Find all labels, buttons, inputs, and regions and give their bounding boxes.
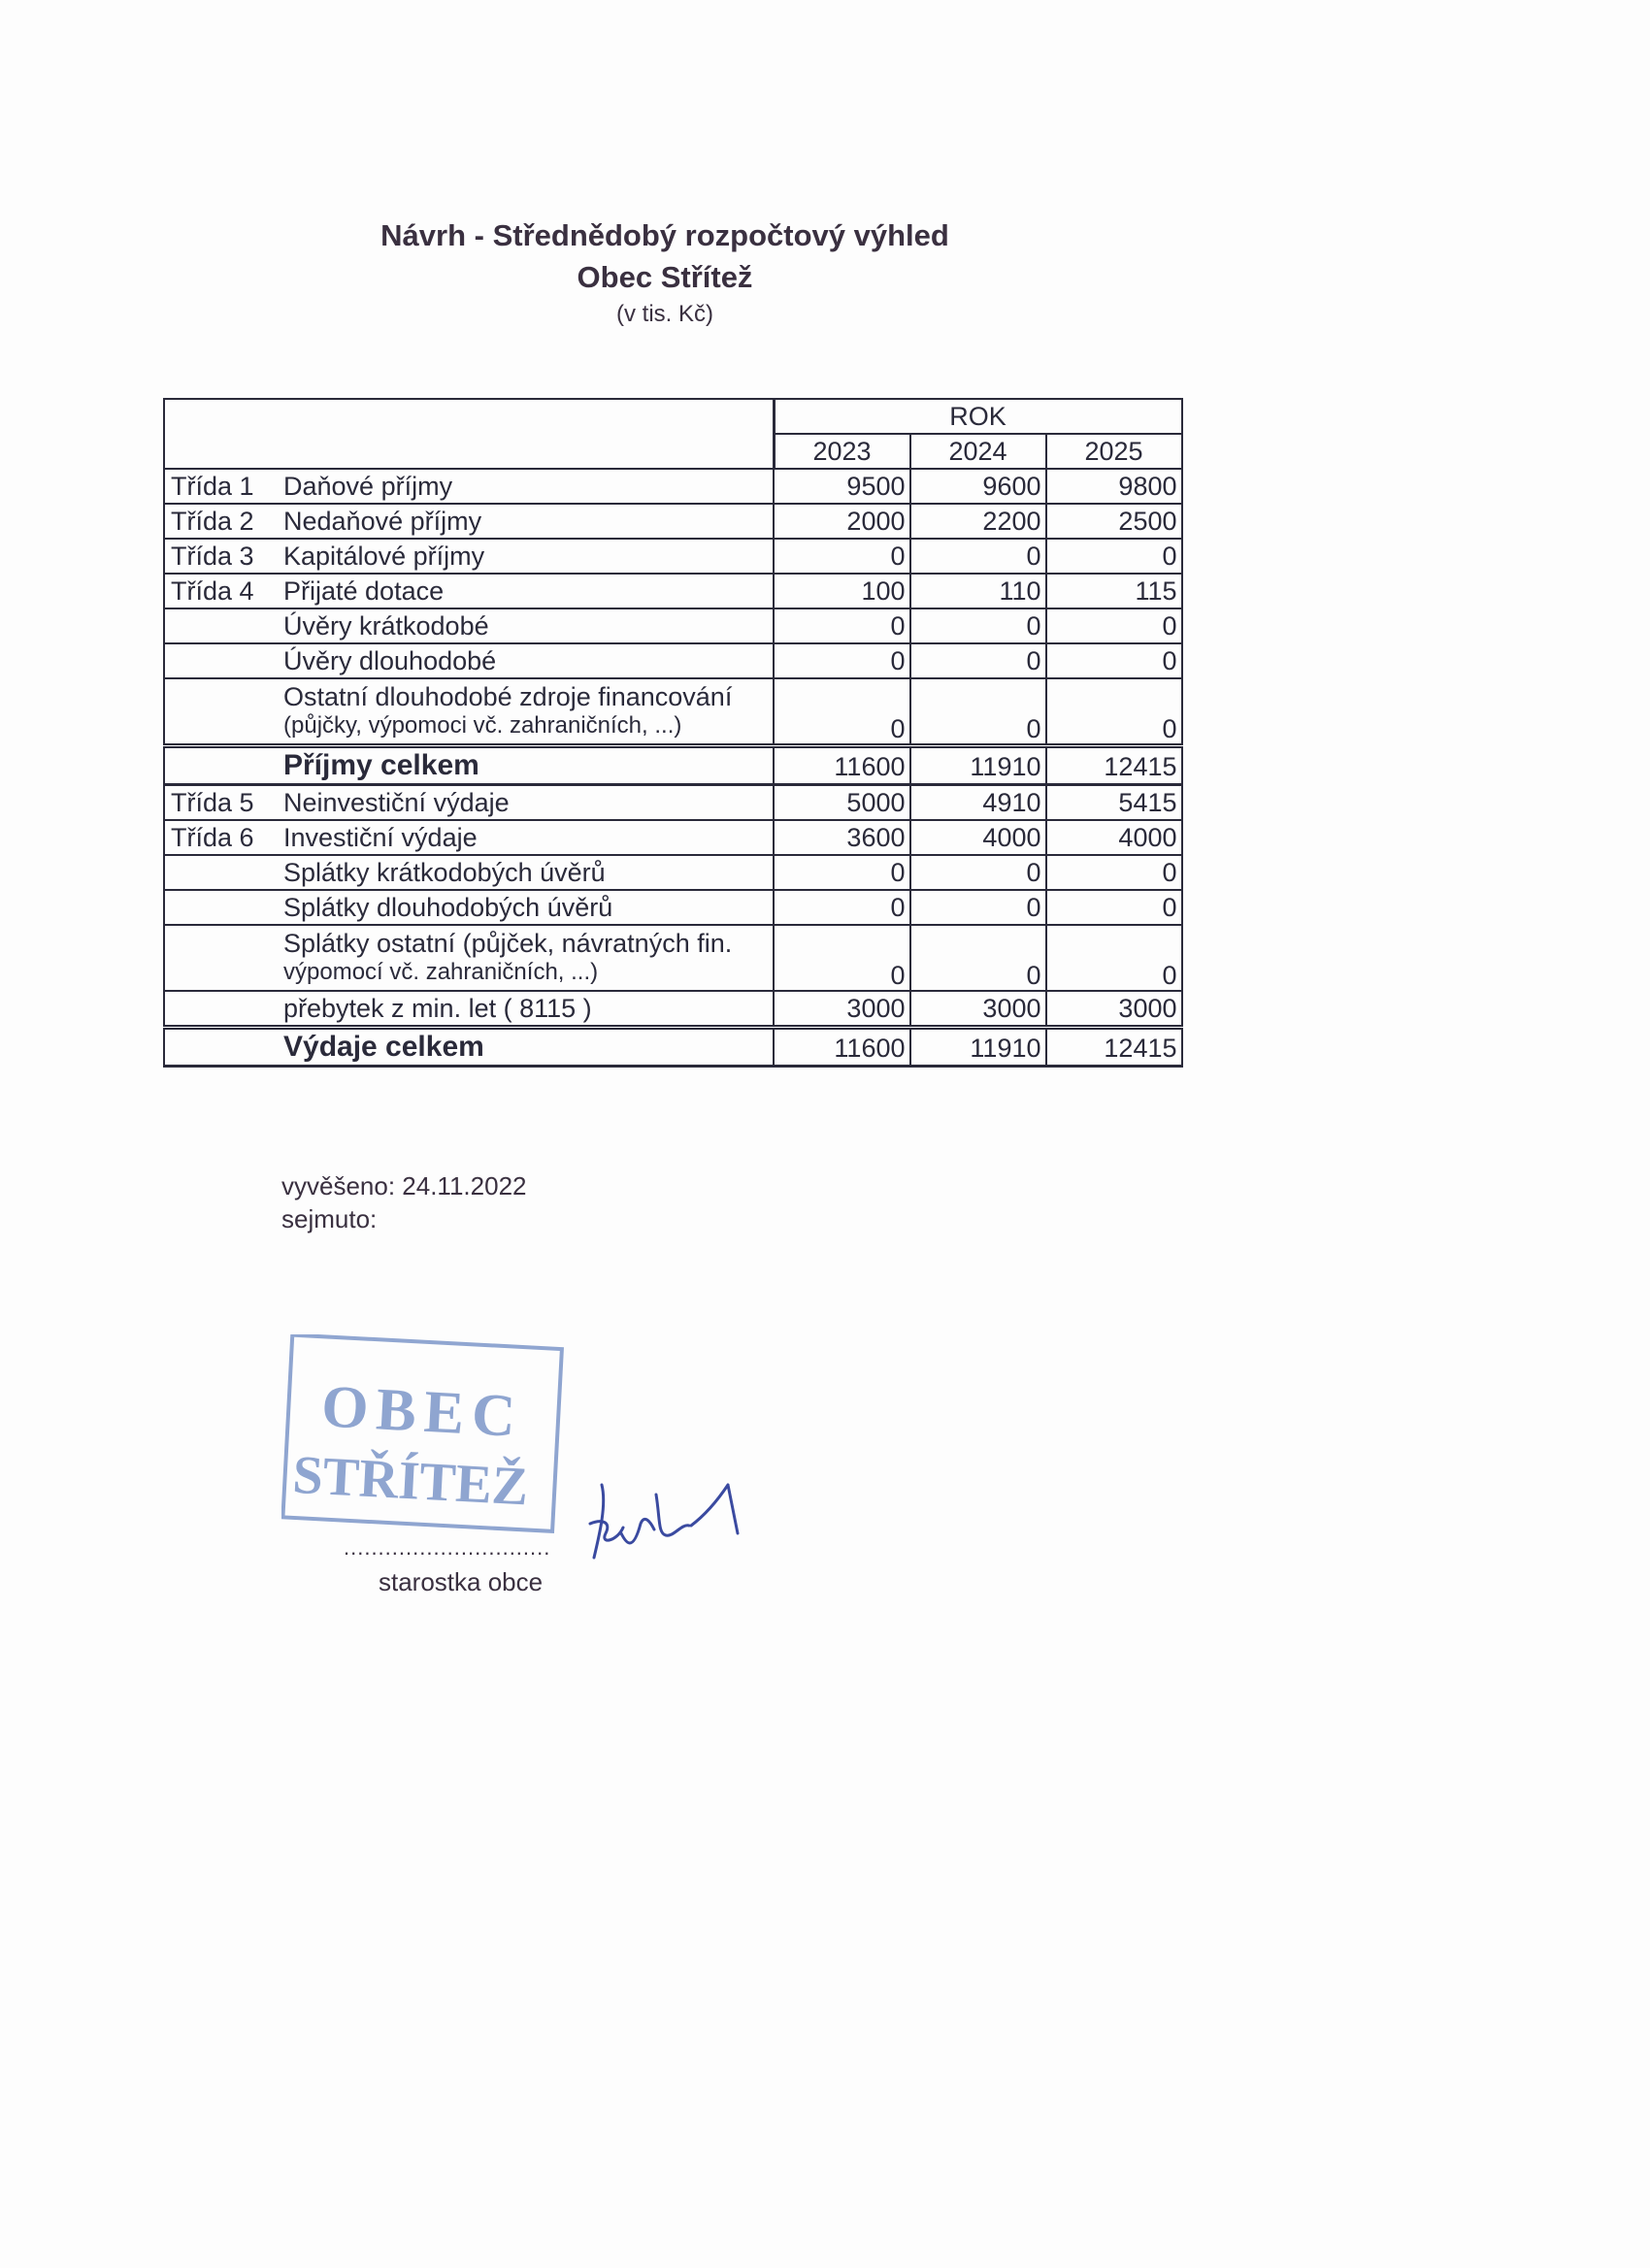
value-cell: 9500 bbox=[774, 469, 910, 504]
class-cell bbox=[164, 608, 280, 643]
value-cell: 5000 bbox=[774, 785, 910, 821]
row-label: Splátky krátkodobých úvěrů bbox=[280, 855, 774, 890]
class-cell bbox=[164, 890, 280, 925]
value-cell: 3000 bbox=[774, 991, 910, 1028]
total-row bbox=[164, 1028, 1182, 1067]
row-label-line2: výpomocí vč. zahraničních, ...) bbox=[283, 959, 599, 985]
value-cell: 3600 bbox=[774, 820, 910, 855]
value-cell: 11600 bbox=[774, 746, 910, 785]
table-row bbox=[164, 785, 1182, 821]
value-cell: 0 bbox=[1046, 608, 1182, 643]
table-row bbox=[164, 991, 1182, 1028]
removed-date: sejmuto: bbox=[281, 1204, 378, 1233]
value-cell: 0 bbox=[1046, 539, 1182, 574]
municipal-stamp bbox=[281, 1334, 573, 1538]
table-header-row bbox=[164, 399, 1182, 434]
budget-table bbox=[163, 398, 1183, 1068]
value-cell: 0 bbox=[774, 925, 910, 991]
year-header: 2025 bbox=[1046, 434, 1182, 469]
value-cell: 0 bbox=[910, 855, 1046, 890]
class-cell: Třída 3 bbox=[164, 539, 280, 574]
class-cell: Třída 5 bbox=[164, 785, 280, 821]
row-label: Příjmy celkem bbox=[280, 746, 774, 785]
table-row bbox=[164, 643, 1182, 678]
value-cell: 0 bbox=[1046, 643, 1182, 678]
row-label: Úvěry krátkodobé bbox=[280, 608, 774, 643]
row-label: Přijaté dotace bbox=[280, 574, 774, 608]
value-cell: 11910 bbox=[910, 746, 1046, 785]
row-label: Daňové příjmy bbox=[280, 469, 774, 504]
class-cell: Třída 4 bbox=[164, 574, 280, 608]
table-row bbox=[164, 925, 1182, 991]
svg-text:STŘÍTEŽ: STŘÍTEŽ bbox=[291, 1444, 530, 1518]
value-cell: 2500 bbox=[1046, 504, 1182, 539]
class-cell: Třída 2 bbox=[164, 504, 280, 539]
value-cell: 0 bbox=[1046, 855, 1182, 890]
row-label bbox=[280, 678, 774, 746]
value-cell: 0 bbox=[910, 678, 1046, 746]
value-cell: 0 bbox=[910, 608, 1046, 643]
value-cell: 12415 bbox=[1046, 1028, 1182, 1067]
table-row bbox=[164, 469, 1182, 504]
value-cell: 0 bbox=[774, 608, 910, 643]
value-cell: 2000 bbox=[774, 504, 910, 539]
class-cell bbox=[164, 643, 280, 678]
row-label: Neinvestiční výdaje bbox=[280, 785, 774, 821]
value-cell: 0 bbox=[774, 678, 910, 746]
value-cell: 11600 bbox=[774, 1028, 910, 1067]
row-label: Výdaje celkem bbox=[280, 1028, 774, 1067]
value-cell: 0 bbox=[1046, 678, 1182, 746]
row-label-line1: Ostatní dlouhodobé zdroje financování bbox=[283, 682, 733, 711]
signature-line: .............................. bbox=[344, 1535, 551, 1560]
row-label bbox=[280, 925, 774, 991]
value-cell: 0 bbox=[910, 643, 1046, 678]
value-cell: 0 bbox=[774, 855, 910, 890]
value-cell: 0 bbox=[910, 539, 1046, 574]
posted-date: vyvěšeno: 24.11.2022 bbox=[281, 1171, 527, 1200]
year-group-header: ROK bbox=[774, 399, 1182, 434]
value-cell: 9800 bbox=[1046, 469, 1182, 504]
row-label-line1: Splátky ostatní (půjček, návratných fin. bbox=[283, 929, 733, 958]
value-cell: 0 bbox=[774, 539, 910, 574]
row-label: Kapitálové příjmy bbox=[280, 539, 774, 574]
posting-info bbox=[281, 1169, 526, 1235]
table-row bbox=[164, 820, 1182, 855]
value-cell: 4910 bbox=[910, 785, 1046, 821]
row-label: Úvěry dlouhodobé bbox=[280, 643, 774, 678]
table-row bbox=[164, 855, 1182, 890]
class-cell bbox=[164, 925, 280, 991]
row-label: Splátky dlouhodobých úvěrů bbox=[280, 890, 774, 925]
row-label: Nedaňové příjmy bbox=[280, 504, 774, 539]
table-row bbox=[164, 678, 1182, 746]
value-cell: 12415 bbox=[1046, 746, 1182, 785]
value-cell: 0 bbox=[910, 890, 1046, 925]
value-cell: 0 bbox=[1046, 890, 1182, 925]
total-row bbox=[164, 746, 1182, 785]
class-cell: Třída 6 bbox=[164, 820, 280, 855]
value-cell: 3000 bbox=[910, 991, 1046, 1028]
table-row bbox=[164, 539, 1182, 574]
class-cell: Třída 1 bbox=[164, 469, 280, 504]
value-cell: 4000 bbox=[1046, 820, 1182, 855]
class-cell bbox=[164, 1028, 280, 1067]
value-cell: 4000 bbox=[910, 820, 1046, 855]
table-row bbox=[164, 504, 1182, 539]
row-label-line2: (půjčky, výpomoci vč. zahraničních, ...) bbox=[283, 712, 682, 739]
row-label: Investiční výdaje bbox=[280, 820, 774, 855]
value-cell: 3000 bbox=[1046, 991, 1182, 1028]
value-cell: 110 bbox=[910, 574, 1046, 608]
unit-note: (v tis. Kč) bbox=[616, 301, 713, 327]
municipality-name: Obec Střítež bbox=[577, 260, 753, 294]
class-cell bbox=[164, 678, 280, 746]
table-row bbox=[164, 890, 1182, 925]
value-cell: 11910 bbox=[910, 1028, 1046, 1067]
row-label: přebytek z min. let ( 8115 ) bbox=[280, 991, 774, 1028]
class-cell bbox=[164, 991, 280, 1028]
value-cell: 5415 bbox=[1046, 785, 1182, 821]
table-row bbox=[164, 608, 1182, 643]
value-cell: 100 bbox=[774, 574, 910, 608]
signature bbox=[573, 1465, 786, 1572]
value-cell: 0 bbox=[1046, 925, 1182, 991]
value-cell: 0 bbox=[910, 925, 1046, 991]
value-cell: 2200 bbox=[910, 504, 1046, 539]
class-cell bbox=[164, 855, 280, 890]
year-header: 2023 bbox=[774, 434, 910, 469]
value-cell: 115 bbox=[1046, 574, 1182, 608]
document-title: Návrh - Střednědobý rozpočtový výhled bbox=[380, 218, 949, 252]
table-row bbox=[164, 574, 1182, 608]
class-cell bbox=[164, 746, 280, 785]
value-cell: 0 bbox=[774, 890, 910, 925]
value-cell: 0 bbox=[774, 643, 910, 678]
svg-text:OBEC: OBEC bbox=[319, 1373, 525, 1451]
year-header: 2024 bbox=[910, 434, 1046, 469]
header-blank-cell bbox=[164, 399, 774, 469]
mayor-label: starostka obce bbox=[379, 1567, 544, 1596]
value-cell: 9600 bbox=[910, 469, 1046, 504]
